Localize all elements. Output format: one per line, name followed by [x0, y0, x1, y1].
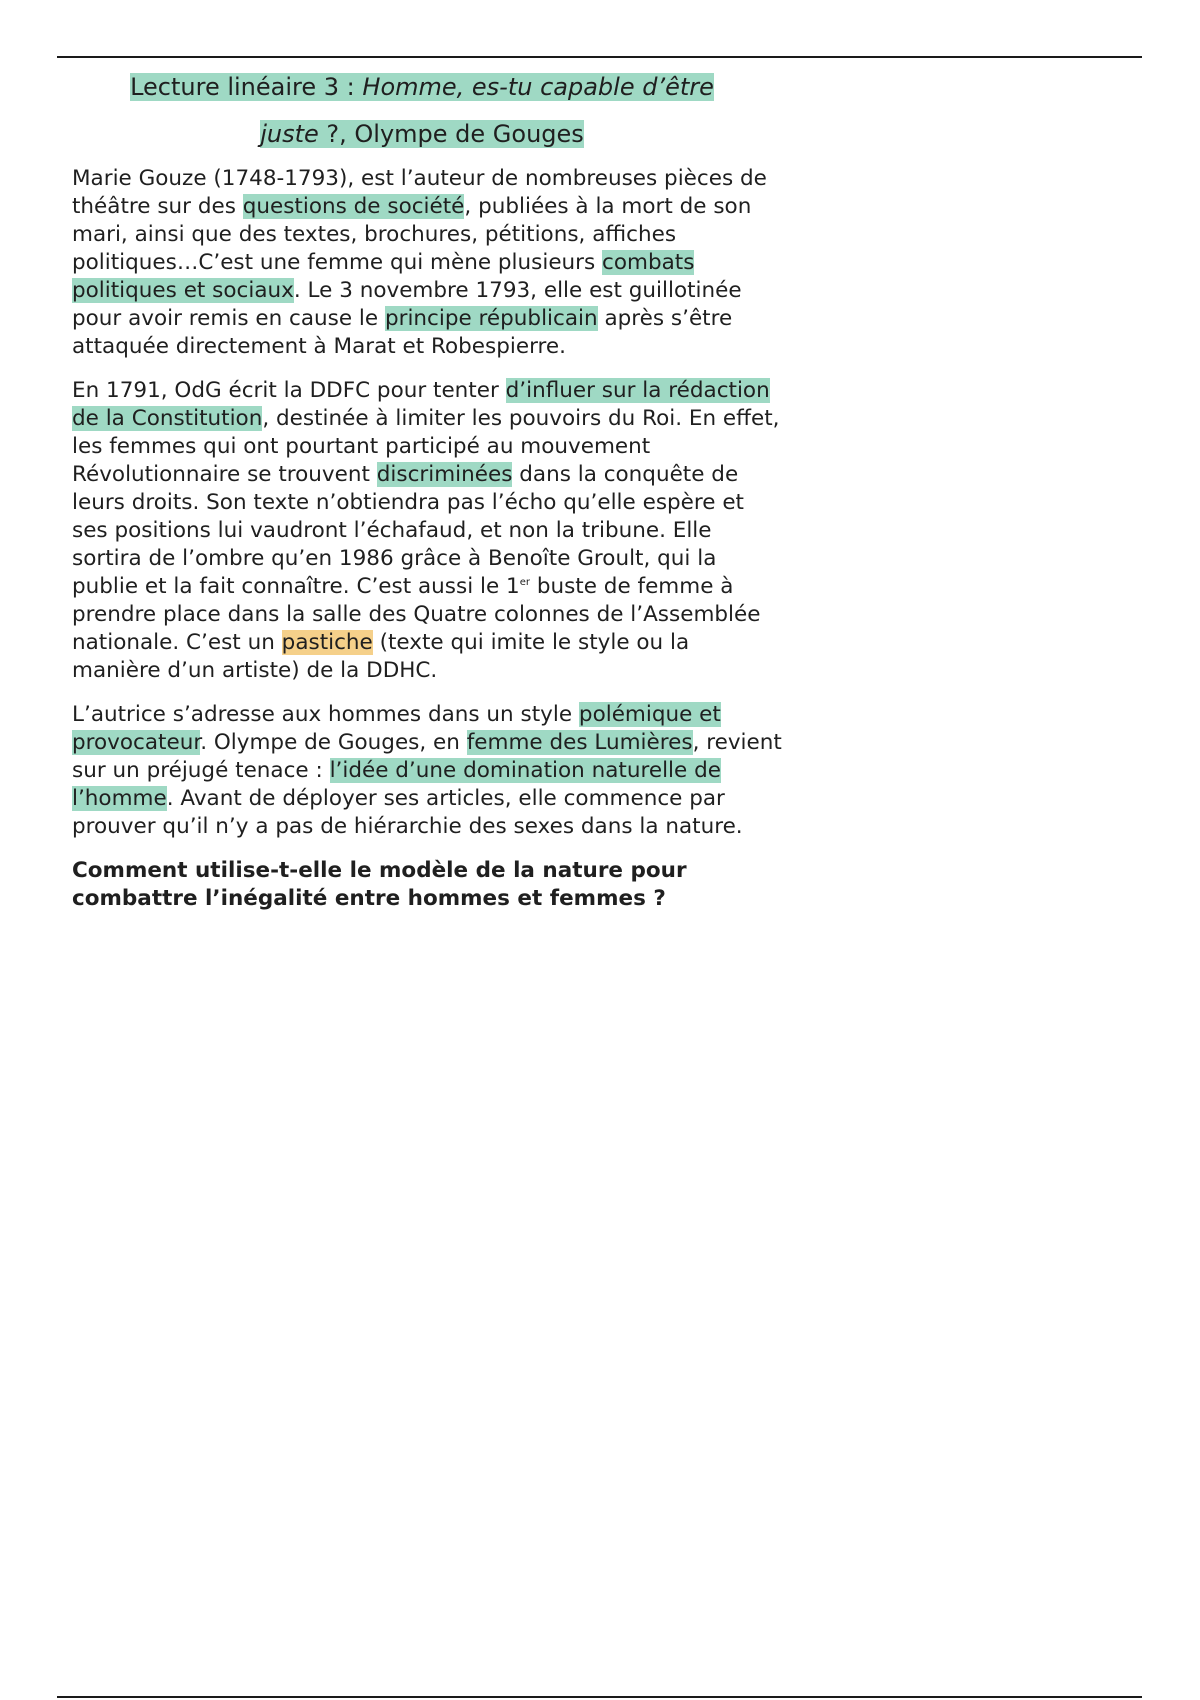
- paragraph-2: [72, 377, 782, 685]
- paragraph-3: [72, 701, 782, 841]
- highlighted-phrase: combats politiques et sociaux: [72, 250, 695, 303]
- document-body: [72, 165, 782, 929]
- highlighted-phrase: principe républicain: [384, 306, 598, 331]
- highlighted-phrase: discriminées: [376, 462, 513, 487]
- title-author: Olympe de Gouges: [354, 120, 584, 148]
- text-segment: En 1791, OdG écrit la DDFC pour tenter: [72, 378, 506, 403]
- text-segment: , publiées à la mort de son mari, ainsi que des textes, brochures, pétitions, affiches politiques…C’est une femme qui mène plusieurs: [72, 194, 752, 275]
- text-segment: buste de femme à prendre place dans la salle des Quatre colonnes de l’Assemblée nationale. C’est un: [72, 574, 761, 655]
- text-segment: . Olympe de Gouges, en: [200, 730, 467, 755]
- title-highlight-2: [260, 120, 584, 148]
- text-segment: , revient sur un préjugé tenace :: [72, 730, 782, 783]
- highlighted-phrase: polémique et provocateur: [72, 702, 721, 755]
- text-segment: Marie Gouze (1748-1793), est l’auteur de nombreuses pièces de théâtre sur des: [72, 166, 767, 219]
- title-highlight-1: [130, 73, 714, 101]
- title-mid: ?,: [318, 120, 355, 148]
- highlighted-phrase: d’influer sur la rédaction de la Constitution: [72, 378, 770, 431]
- title-prefix: Lecture linéaire 3 :: [130, 73, 363, 101]
- text-segment: (texte qui imite le style ou la manière d’un artiste) de la DDHC.: [72, 630, 690, 683]
- title-italic-1: Homme, es-tu capable d’être: [362, 73, 714, 101]
- text-segment: . Le 3 novembre 1793, elle est guillotinée pour avoir remis en cause le: [72, 278, 742, 331]
- highlighted-phrase: l’idée d’une domination naturelle de l’homme: [72, 758, 721, 811]
- page-title-line-2: [72, 111, 772, 158]
- highlighted-phrase: femme des Lumières: [466, 730, 693, 755]
- text-segment: , destinée à limiter les pouvoirs du Roi. En effet, les femmes qui ont pourtant participé au mouvement Révolutionnaire se trouvent: [72, 406, 780, 487]
- superscript: er: [519, 576, 530, 588]
- paragraph-1: [72, 165, 782, 361]
- highlighted-term: pastiche: [281, 630, 373, 655]
- text-segment: L’autrice s’adresse aux hommes dans un style: [72, 702, 579, 727]
- page-title-line-1: [72, 64, 772, 111]
- top-rule: [57, 56, 1142, 58]
- text-segment: après s’être attaquée directement à Marat et Robespierre.: [72, 306, 733, 359]
- text-segment: . Avant de déployer ses articles, elle commence par prouver qu’il n’y a pas de hiérarchie des sexes dans la nature.: [72, 786, 743, 839]
- highlighted-phrase: questions de société: [242, 194, 465, 219]
- title-italic-2: juste: [260, 120, 319, 148]
- bottom-rule: [57, 1696, 1142, 1698]
- text-segment: dans la conquête de leurs droits. Son texte n’obtiendra pas l’écho qu’elle espère et ses positions lui vaudront l’échafaud, et non la tribune. Elle sortira de l’ombre qu’en 1986 grâce à Benoîte Groult, qui la publie et la fait connaître. C’est aussi le 1: [72, 462, 744, 599]
- problem-question: Comment utilise-t-elle le modèle de la nature pour combattre l’inégalité entre hommes et femmes ?: [72, 858, 687, 911]
